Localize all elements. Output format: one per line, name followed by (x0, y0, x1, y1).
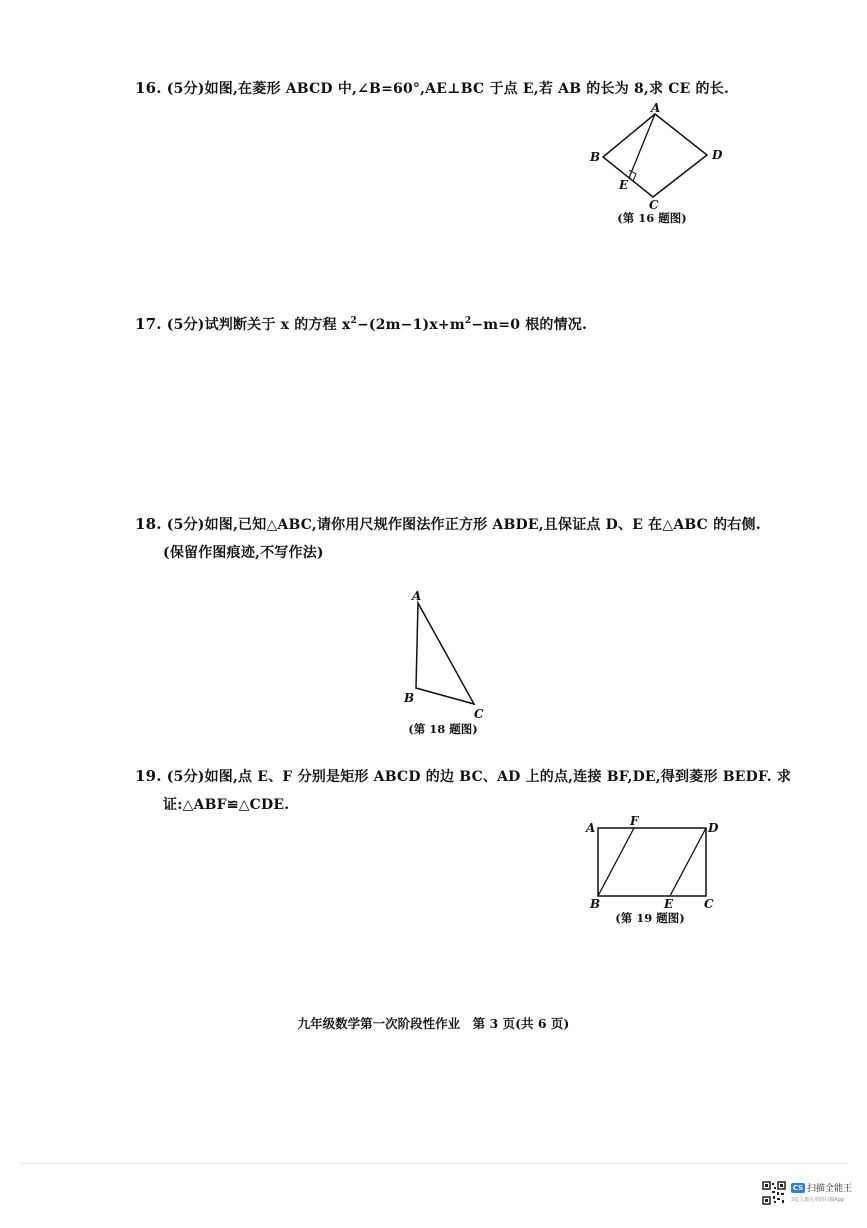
question-number: 19. (135, 767, 162, 785)
question-points: (5分) (166, 317, 205, 333)
label-B: B (590, 150, 601, 164)
figure-19-caption: (第 19 题图) (615, 911, 685, 925)
question-16 (135, 74, 729, 103)
exponent: 2 (350, 316, 357, 326)
question-18 (135, 510, 761, 567)
question-text-line2: 证:△ABF≌△CDE. (163, 797, 290, 813)
question-text: 如图,在菱形 ABCD 中,∠B=60°,AE⊥BC 于点 E,若 AB 的长为 8,求 CE 的长. (204, 81, 730, 97)
label-D: D (712, 148, 723, 162)
question-points: (5分) (166, 769, 205, 785)
label-B: B (590, 897, 601, 911)
question-text-line2: (保留作图痕迹,不写作法) (163, 545, 324, 561)
question-text-part3: −m=0 根的情况. (471, 317, 588, 333)
question-number: 16. (135, 79, 162, 97)
figure-18-triangle (400, 585, 500, 725)
camscanner-logo: CS (792, 1184, 804, 1192)
qr-code-icon (762, 1181, 786, 1205)
label-A: A (651, 101, 661, 115)
question-text-part1: 试判断关于 x 的方程 x (204, 317, 351, 333)
label-C: C (649, 198, 659, 212)
question-points: (5分) (166, 81, 205, 97)
label-F: F (630, 814, 639, 828)
question-number: 18. (135, 515, 162, 533)
figure-16-caption: (第 16 题图) (617, 211, 687, 225)
figure-18-caption: (第 18 题图) (408, 722, 478, 736)
label-A: A (412, 589, 422, 603)
label-A: A (586, 821, 596, 835)
question-points: (5分) (166, 517, 205, 533)
label-C: C (704, 897, 714, 911)
question-text-part2: −(2m−1)x+m (356, 317, 465, 333)
label-D: D (708, 821, 719, 835)
question-number: 17. (135, 315, 162, 333)
question-text: 如图,已知△ABC,请你用尺规作图法作正方形 ABDE,且保证点 D、E 在△ABC 的右侧. (204, 517, 761, 533)
scanner-subtitle: 3亿人都在用的扫描App (791, 1197, 844, 1203)
page-footer: 九年级数学第一次阶段性作业 第 3 页(共 6 页) (297, 1016, 570, 1031)
scanner-watermark (762, 1181, 853, 1211)
exponent: 2 (464, 316, 472, 326)
question-19 (135, 762, 791, 819)
question-17 (135, 310, 587, 339)
label-B: B (404, 691, 415, 705)
figure-19-rectangle (580, 812, 720, 914)
label-E: E (619, 178, 629, 192)
figure-16-rhombus (585, 100, 725, 212)
scan-edge-divider (20, 1163, 847, 1164)
scanner-app-name: 扫描全能王 (807, 1184, 853, 1194)
question-text: 如图,点 E、F 分别是矩形 ABCD 的边 BC、AD 上的点,连接 BF,DE,得到菱形 BEDF. 求 (204, 769, 792, 785)
label-E: E (664, 897, 674, 911)
label-C: C (474, 707, 484, 721)
